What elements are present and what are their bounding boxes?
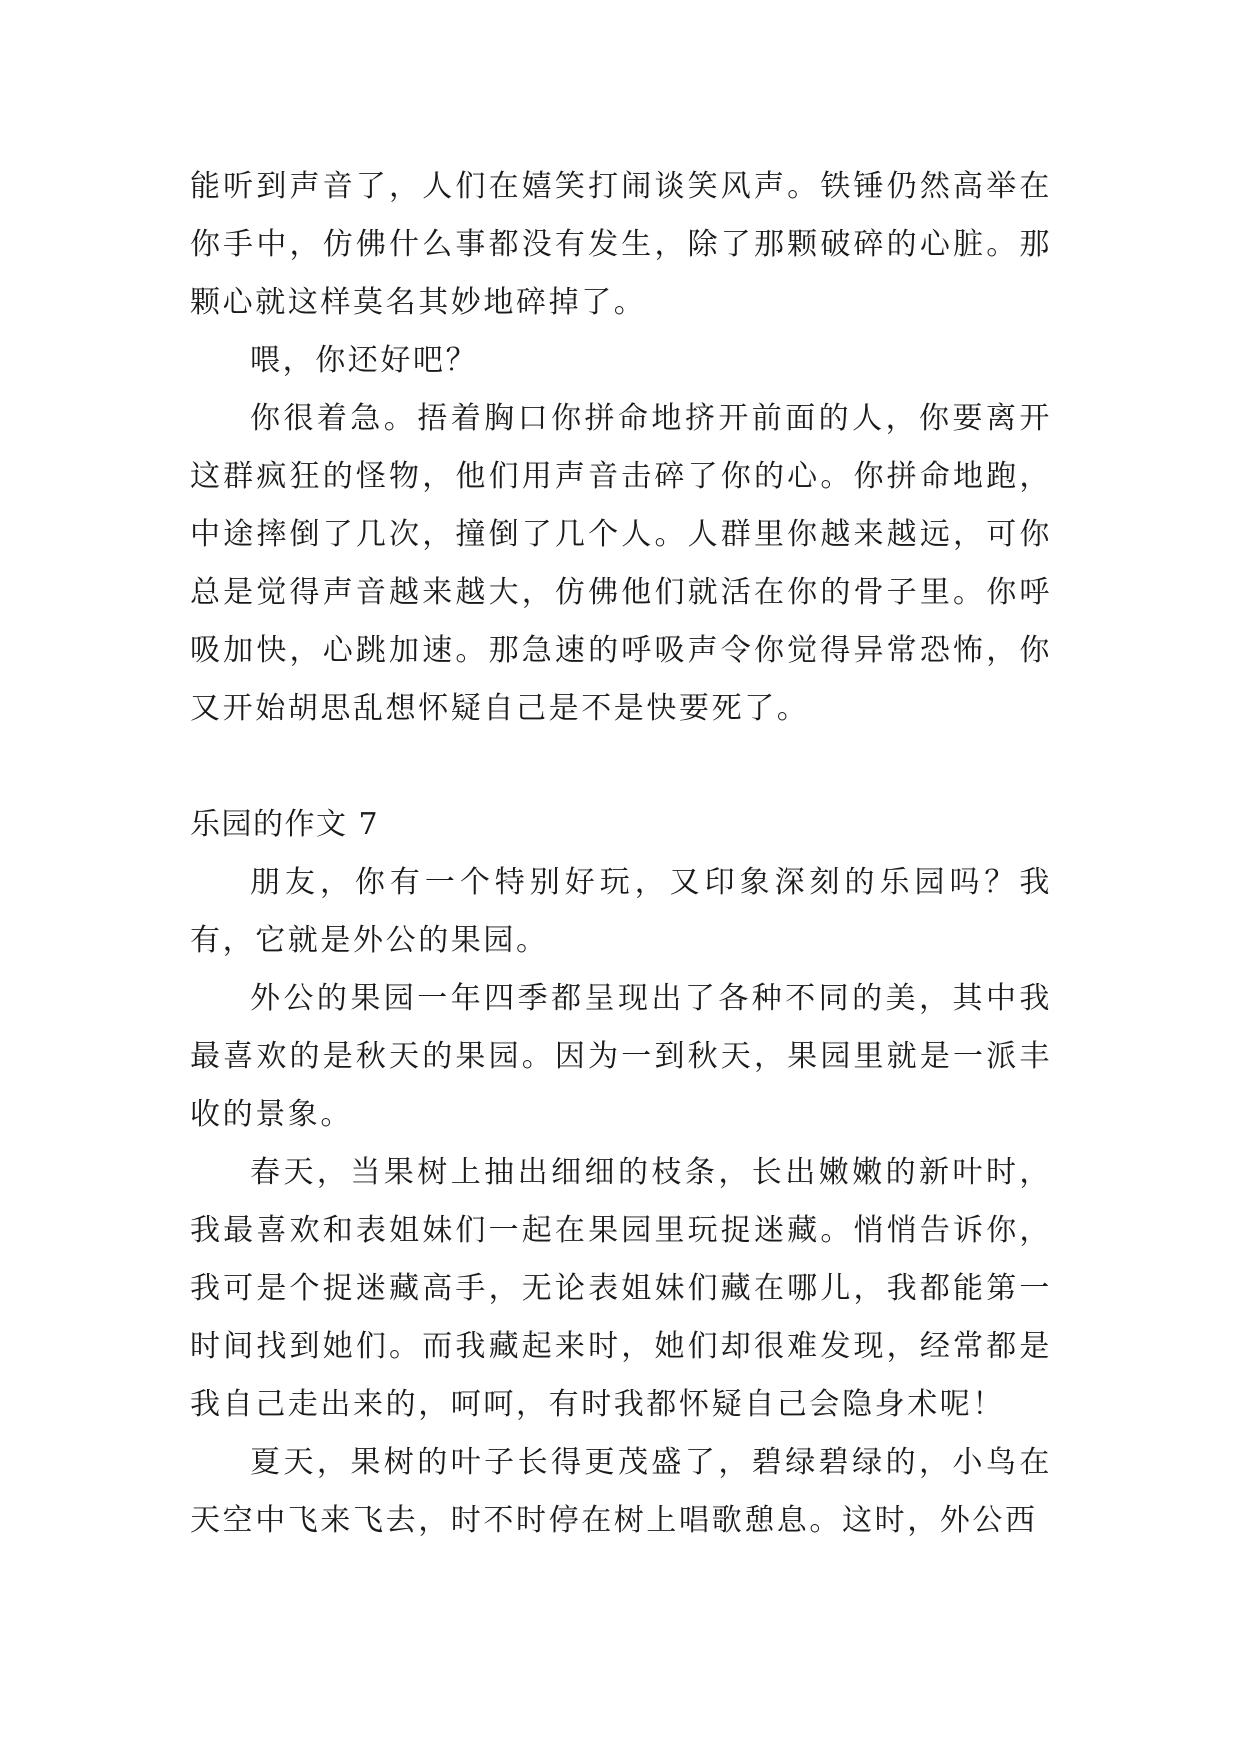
paragraph: 喂，你还好吧？ [250,343,479,378]
paragraph: 朋友，你有一个特别好玩，又印象深刻的乐园吗？我有，它就是外公的果园。 [190,865,1052,958]
section-title: 乐园的作文 7 [190,807,380,842]
paragraph: 外公的果园一年四季都呈现出了各种不同的美，其中我最喜欢的是秋天的果园。因为一到秋天，果园里就是一派丰收的景象。 [190,981,1052,1132]
section-spacer [190,738,1052,796]
paragraph: 能听到声音了，人们在嬉笑打闹谈笑风声。铁锤仍然高举在你手中，仿佛什么事都没有发生，除了那颗破碎的心脏。那颗心就这样莫名其妙地碎掉了。 [190,169,1052,320]
paragraph: 夏天，果树的叶子长得更茂盛了，碧绿碧绿的，小鸟在天空中飞来飞去，时不时停在树上唱歌憩息。这时，外公西 [190,1445,1052,1538]
paragraph: 你很着急。捂着胸口你拼命地挤开前面的人，你要离开这群疯狂的怪物，他们用声音击碎了你的心。你拼命地跑，中途摔倒了几次，撞倒了几个人。人群里你越来越远，可你总是觉得声音越来越大，仿佛他们就活在你的骨子里。你呼吸加快，心跳加速。那急速的呼吸声令你觉得异常恐怖，你又开始胡思乱想怀疑自己是不是快要死了。 [190,401,1052,726]
paragraph: 春天，当果树上抽出细细的枝条，长出嫩嫩的新叶时，我最喜欢和表姐妹们一起在果园里玩捉迷藏。悄悄告诉你，我可是个捉迷藏高手，无论表姐妹们藏在哪儿，我都能第一时间找到她们。而我藏起来时，她们却很难发现，经常都是我自己走出来的，呵呵，有时我都怀疑自己会隐身术呢！ [190,1155,1052,1422]
document-body [190,158,1052,1550]
